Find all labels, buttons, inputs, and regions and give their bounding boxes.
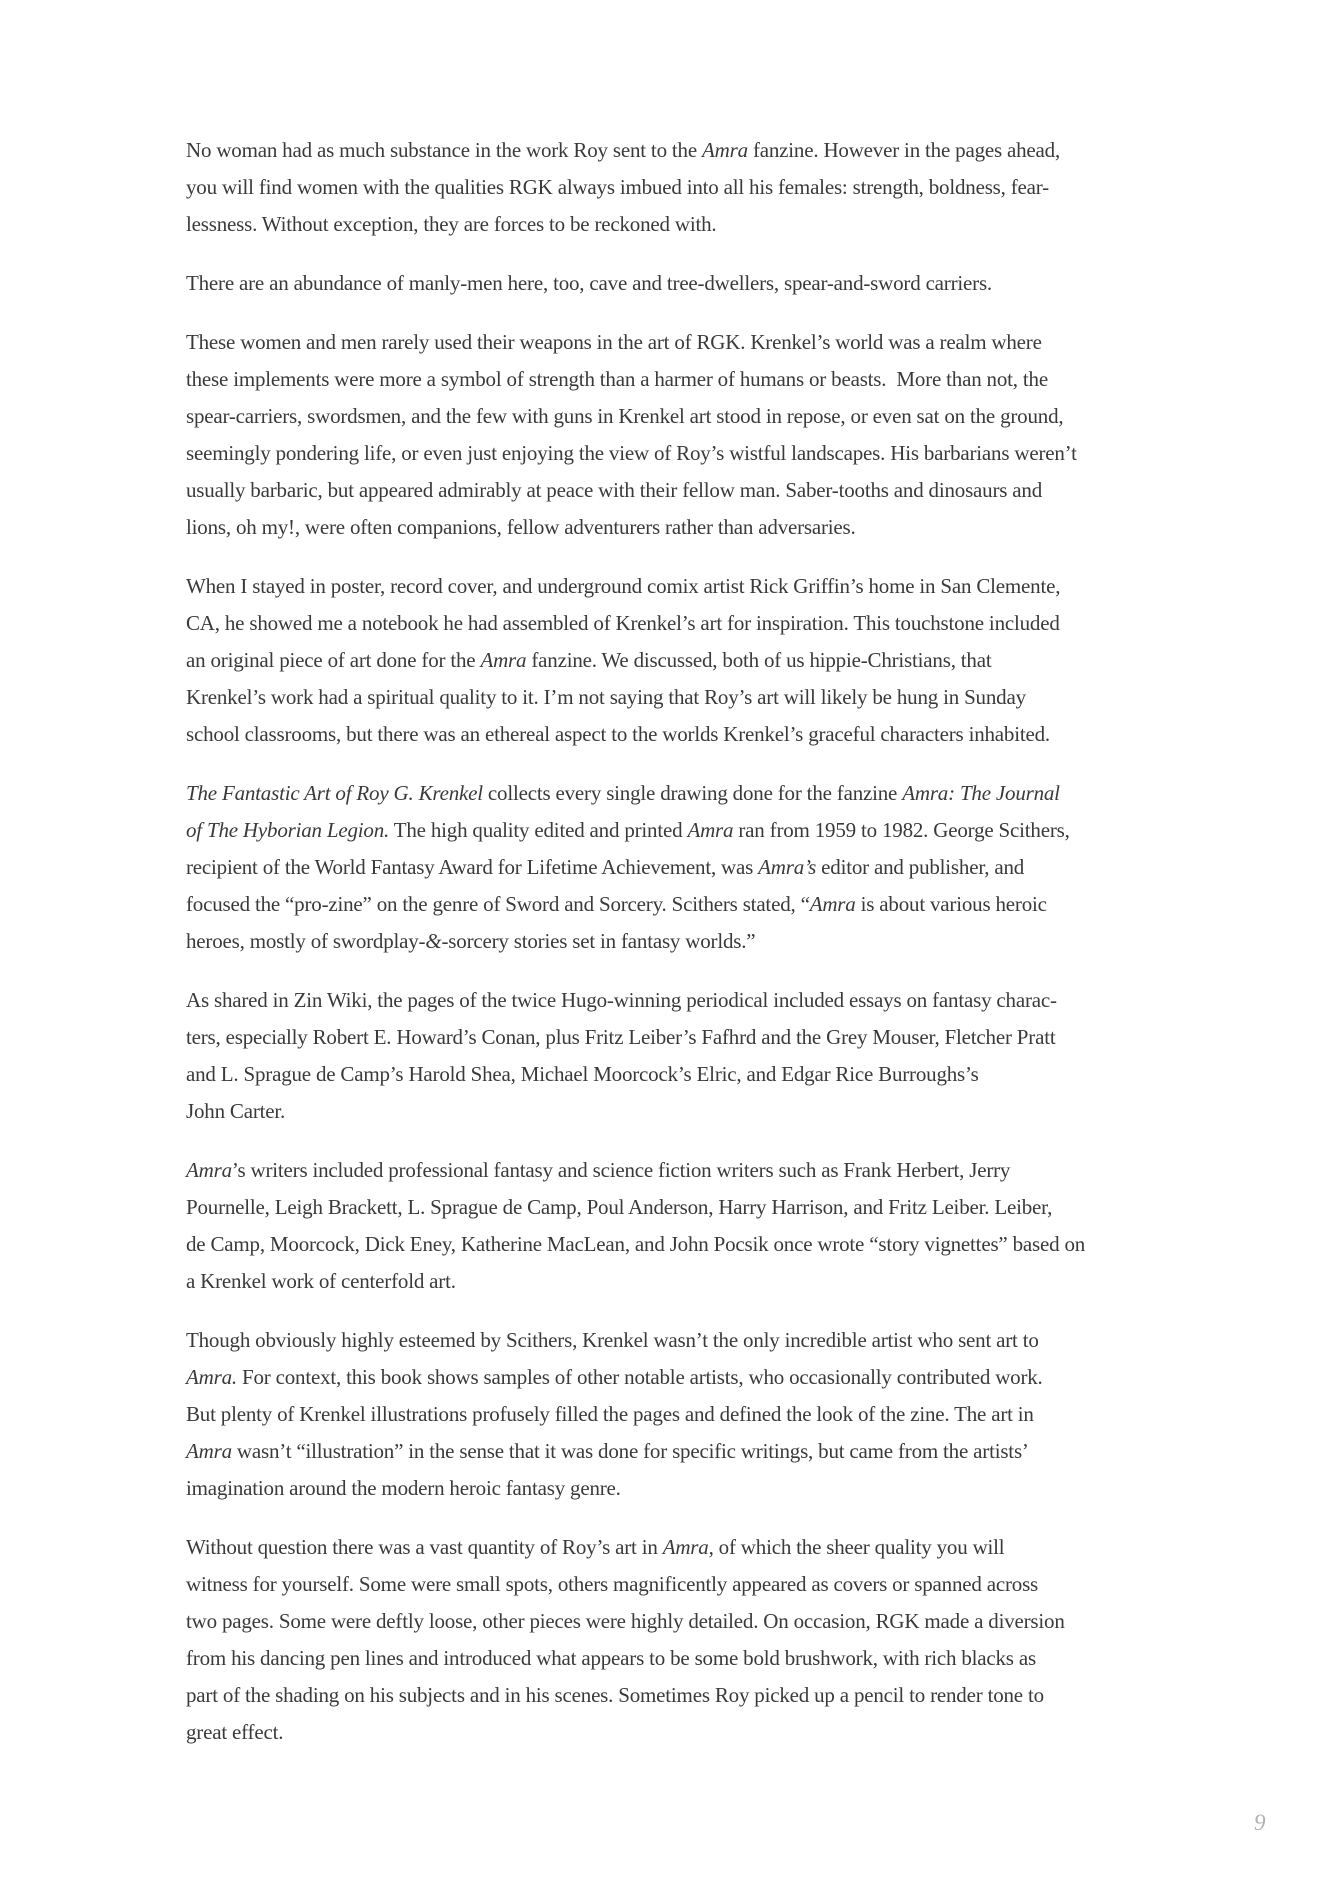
text-run: ’s writers included professional fantasy and science fiction writers such as Frank Herbert, Jerry [231, 1158, 1011, 1182]
paragraph [186, 1152, 1148, 1300]
text-run: CA, he showed me a notebook he had assembled of Krenkel’s art for inspiration. This touchstone included [186, 611, 1060, 635]
text-line [186, 1263, 1148, 1300]
text-run: For context, this book shows samples of other notable artists, who occasionally contributed work. [236, 1365, 1043, 1389]
text-run: these implements were more a symbol of strength than a harmer of humans or beasts. More than not, the [186, 367, 1048, 391]
text-run: Krenkel’s work had a spiritual quality to it. I’m not saying that Roy’s art will likely be hung in Sunday [186, 685, 1026, 709]
text-run: No woman had as much substance in the work Roy sent to the [186, 138, 703, 162]
italic-text-run: Amra [687, 818, 734, 842]
text-run: lessness. Without exception, they are forces to be reckoned with. [186, 212, 717, 236]
text-line [186, 775, 1148, 812]
italic-text-run: The Fantastic Art of Roy G. Krenkel [186, 781, 483, 805]
text-run: -sorcery stories set in fantasy worlds.” [441, 929, 756, 953]
text-run: Though obviously highly esteemed by Scithers, Krenkel wasn’t the only incredible artist who sent art to [186, 1328, 1039, 1352]
text-line [186, 982, 1148, 1019]
text-run: fanzine. We discussed, both of us hippie-Christians, that [526, 648, 992, 672]
paragraph [186, 568, 1148, 753]
italic-text-run: Amra [480, 648, 527, 672]
text-run: and L. Sprague de Camp’s Harold Shea, Michael Moorcock’s Elric, and Edgar Rice Burroughs’s [186, 1062, 979, 1086]
paragraph [186, 132, 1148, 243]
text-line [186, 1640, 1148, 1677]
text-run: imagination around the modern heroic fantasy genre. [186, 1476, 621, 1500]
paragraph [186, 775, 1148, 960]
text-run: ters, especially Robert E. Howard’s Conan, plus Fritz Leiber’s Fafhrd and the Grey Mouser, Fletcher Pratt [186, 1025, 1056, 1049]
text-run: school classrooms, but there was an ethereal aspect to the worlds Krenkel’s graceful characters inhabited. [186, 722, 1050, 746]
text-line [186, 509, 1148, 546]
text-line [186, 435, 1148, 472]
text-line [186, 1603, 1148, 1640]
text-line [186, 1056, 1148, 1093]
italic-text-run: & [425, 929, 442, 953]
text-line [186, 361, 1148, 398]
text-line [186, 398, 1148, 435]
text-line [186, 1322, 1148, 1359]
text-run: recipient of the World Fantasy Award for Lifetime Achievement, was [186, 855, 759, 879]
text-run: collects every single drawing done for the fanzine [482, 781, 903, 805]
text-run: fanzine. However in the pages ahead, [747, 138, 1061, 162]
text-line [186, 568, 1148, 605]
paragraph [186, 265, 1148, 302]
text-line [186, 1019, 1148, 1056]
text-line [186, 132, 1148, 169]
text-run: focused the “pro-zine” on the genre of Sword and Sorcery. Scithers stated, “ [186, 892, 810, 916]
text-run: The high quality edited and printed [389, 818, 688, 842]
text-run: These women and men rarely used their weapons in the art of RGK. Krenkel’s world was a realm where [186, 330, 1042, 354]
text-run: great effect. [186, 1720, 284, 1744]
text-run: a Krenkel work of centerfold art. [186, 1269, 456, 1293]
text-run: heroes, mostly of swordplay- [186, 929, 426, 953]
italic-text-run: Amra [809, 892, 856, 916]
text-line [186, 472, 1148, 509]
text-line [186, 923, 1148, 960]
italic-text-run: Amra [662, 1535, 709, 1559]
italic-text-run: Amra’s [758, 855, 817, 879]
text-run: ran from 1959 to 1982. George Scithers, [733, 818, 1070, 842]
text-line [186, 1359, 1148, 1396]
text-run: lions, oh my!, were often companions, fellow adventurers rather than adversaries. [186, 515, 856, 539]
text-line [186, 169, 1148, 206]
text-line [186, 1189, 1148, 1226]
text-line [186, 1226, 1148, 1263]
text-run: John Carter. [186, 1099, 286, 1123]
text-line [186, 679, 1148, 716]
text-run: an original piece of art done for the [186, 648, 481, 672]
italic-text-run: Amra: The Journal [902, 781, 1060, 805]
paragraph [186, 982, 1148, 1130]
text-run: de Camp, Moorcock, Dick Eney, Katherine MacLean, and John Pocsik once wrote “story vignettes” based on [186, 1232, 1086, 1256]
text-line [186, 265, 1148, 302]
text-line [186, 1433, 1148, 1470]
text-run: seemingly pondering life, or even just enjoying the view of Roy’s wistful landscapes. His barbarians weren’t [186, 441, 1077, 465]
text-run: witness for yourself. Some were small spots, others magnificently appeared as covers or spanned across [186, 1572, 1039, 1596]
text-line [186, 1714, 1148, 1751]
text-run: Pournelle, Leigh Brackett, L. Sprague de Camp, Poul Anderson, Harry Harrison, and Fritz Leiber. Leiber, [186, 1195, 1053, 1219]
text-line [186, 605, 1148, 642]
text-line [186, 1677, 1148, 1714]
text-line [186, 1566, 1148, 1603]
italic-text-run: of The Hyborian Legion. [186, 818, 390, 842]
text-line [186, 1396, 1148, 1433]
page-number: 9 [1254, 1810, 1266, 1835]
text-run: , of which the sheer quality you will [708, 1535, 1005, 1559]
text-run: spear-carriers, swordsmen, and the few with guns in Krenkel art stood in repose, or even sat on the ground, [186, 404, 1064, 428]
text-line [186, 716, 1148, 753]
article [186, 132, 1148, 1773]
paragraph [186, 1322, 1148, 1507]
text-run: editor and publisher, and [816, 855, 1025, 879]
text-line [186, 642, 1148, 679]
text-line [186, 1152, 1148, 1189]
paragraph [186, 324, 1148, 546]
italic-text-run: Amra [186, 1439, 232, 1463]
italic-text-run: Amra [702, 138, 748, 162]
text-run: from his dancing pen lines and introduced what appears to be some bold brushwork, with rich blacks as [186, 1646, 1036, 1670]
italic-text-run: Amra [186, 1158, 232, 1182]
text-run: part of the shading on his subjects and in his scenes. Sometimes Roy picked up a pencil to render tone to [186, 1683, 1044, 1707]
text-line [186, 849, 1148, 886]
text-line [186, 1470, 1148, 1507]
text-line [186, 324, 1148, 361]
text-line [186, 1093, 1148, 1130]
text-run: As shared in Zin Wiki, the pages of the twice Hugo-winning periodical included essays on fantasy charac- [186, 988, 1057, 1012]
text-run: usually barbaric, but appeared admirably at peace with their fellow man. Saber-tooths and dinosaurs and [186, 478, 1043, 502]
text-line [186, 206, 1148, 243]
text-run: When I stayed in poster, record cover, and underground comix artist Rick Griffin’s home in San Clemente, [186, 574, 1061, 598]
text-run: is about various heroic [855, 892, 1047, 916]
text-run: two pages. Some were deftly loose, other pieces were highly detailed. On occasion, RGK made a diversion [186, 1609, 1065, 1633]
paragraph [186, 1529, 1148, 1751]
text-run: Without question there was a vast quantity of Roy’s art in [186, 1535, 663, 1559]
text-line [186, 1529, 1148, 1566]
italic-text-run: Amra. [186, 1365, 237, 1389]
text-run: you will find women with the qualities RGK always imbued into all his females: strength, boldness, fear- [186, 175, 1049, 199]
text-line [186, 886, 1148, 923]
text-line [186, 812, 1148, 849]
text-run: There are an abundance of manly-men here, too, cave and tree-dwellers, spear-and-sword carriers. [186, 271, 992, 295]
text-run: wasn’t “illustration” in the sense that it was done for specific writings, but came from the artists’ [231, 1439, 1029, 1463]
text-run: But plenty of Krenkel illustrations profusely filled the pages and defined the look of the zine. The art in [186, 1402, 1034, 1426]
